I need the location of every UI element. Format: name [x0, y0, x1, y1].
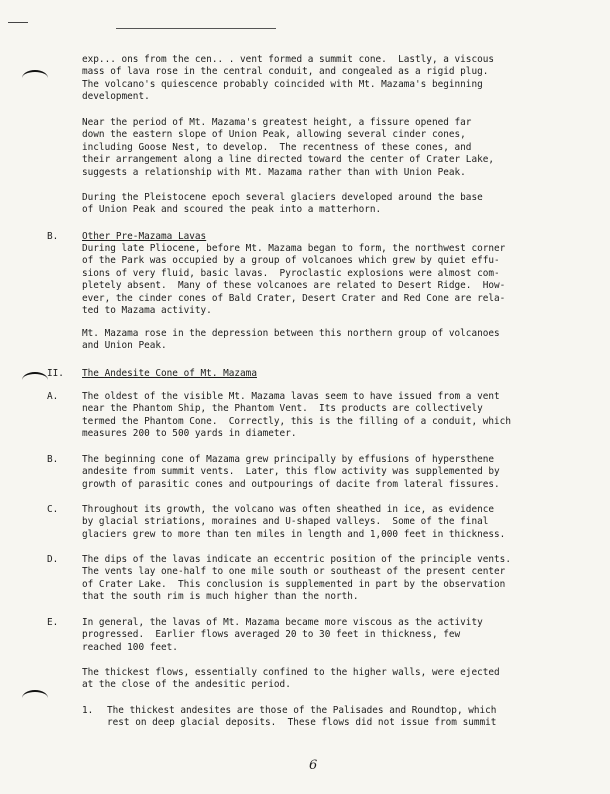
section-numeral: II. — [47, 368, 64, 379]
paragraph-glaciation: Throughout its growth, the volcano was often sheathed in ice, as evidence by glacial striations, moraines and U-shaped valleys. Some of the final glaciers grew to more than ten miles in length and 1,000 feet in thickness. — [82, 504, 506, 540]
paragraph-phantom-cone: The oldest of the visible Mt. Mazama lavas seem to have issued from a vent near the Phantom Ship, the Phantom Vent. Its products are collectively termed the Phantom Cone. Correctly, this is the filling of a conduit, which measures 200 to 500 yards in diameter. — [82, 391, 511, 440]
punch-hole-mark — [22, 70, 48, 86]
item-letter: B. — [47, 454, 59, 465]
punch-hole-mark — [22, 372, 48, 388]
paragraph-lava-dips: The dips of the lavas indicate an eccentric position of the principle vents. The vents lay one-half to one mile south or southeast of the present center of Crater Lake. This conclusion is supplemented in part by the observation that the south rim is much higher than the north. — [82, 554, 511, 603]
section-heading-pre-mazama: Other Pre-Mazama Lavas — [82, 231, 207, 242]
page-number: 6 — [309, 758, 318, 773]
margin-tick — [8, 22, 28, 23]
paragraph-pleistocene: During the Pleistocene epoch several glaciers developed around the base of Union Peak and scoured the peak into a matterhorn. — [82, 192, 483, 216]
punch-hole-mark — [22, 690, 48, 706]
item-letter: A. — [47, 391, 59, 402]
header-rule — [116, 28, 276, 29]
paragraph-mazama-rose: Mt. Mazama rose in the depression between this northern group of volcanoes and Union Peak. — [82, 328, 500, 352]
item-letter: D. — [47, 554, 59, 565]
paragraph-thickest-flows: The thickest flows, essentially confined to the higher walls, were ejected at the close of the andesitic period. — [82, 667, 500, 691]
section-heading-andesite-cone: The Andesite Cone of Mt. Mazama — [82, 368, 257, 379]
paragraph-palisades: The thickest andesites are those of the Palisades and Roundtop, which rest on deep glacial deposits. These flows did not issue from summit — [107, 705, 497, 729]
item-letter: E. — [47, 617, 59, 628]
paragraph-intro: exp... ons from the cen.. . vent formed a summit cone. Lastly, a viscous mass of lava rose in the central conduit, and congealed as a rigid plug. The volcano's quiescence probably coincided with Mt. Mazama's beginning development. — [82, 54, 495, 103]
paragraph-beginning-cone: The beginning cone of Mazama grew principally by effusions of hypersthene andesite from summit vents. Later, this flow activity was supplemented by growth of parasitic cones and outpourings of dacite from lateral fissures. — [82, 454, 500, 490]
item-number: 1. — [82, 705, 94, 716]
section-letter: B. — [47, 231, 59, 242]
paragraph-pre-mazama: During late Pliocene, before Mt. Mazama began to form, the northwest corner of the Park was occupied by a group of volcanoes which grew by quiet effu- sions of very fluid, basic lavas. Pyroclastic explosions were almost com- pletely absent. Many of these volcanoes are related to Desert Ridge. How- ever, the cinder cones of Bald Crater, Desert Crater and Red Cone are rela- ted to Mazama activity. — [82, 243, 506, 317]
paragraph-goose-nest: Near the period of Mt. Mazama's greatest height, a fissure opened far down the eastern slope of Union Peak, allowing several cinder cones, including Goose Nest, to develop. The recentness of these cones, and their arrangement along a line directed toward the center of Crater Lake, suggests a relationship with Mt. Mazama rather than with Union Peak. — [82, 117, 495, 178]
item-letter: C. — [47, 504, 59, 515]
paragraph-viscosity: In general, the lavas of Mt. Mazama became more viscous as the activity progressed. Earlier flows averaged 20 to 30 feet in thickness, few reached 100 feet. — [82, 617, 483, 653]
